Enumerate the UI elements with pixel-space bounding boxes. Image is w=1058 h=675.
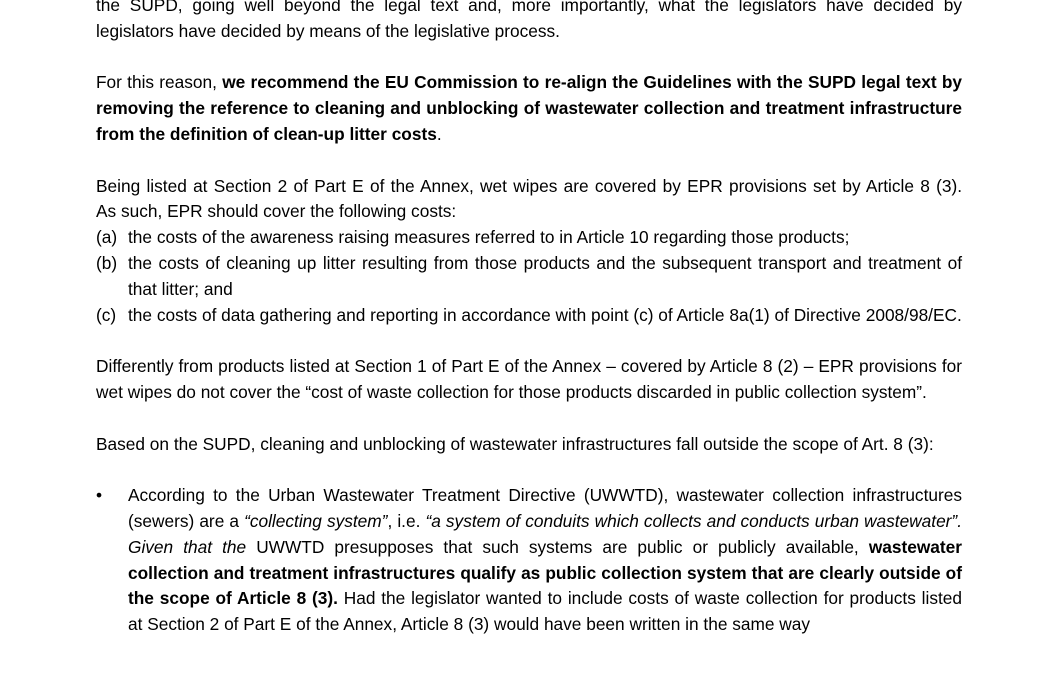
recommendation-end: . [436, 123, 442, 144]
epr-line-2: As such, EPR should cover the following costs: [96, 201, 457, 222]
list-item [96, 483, 962, 638]
paragraph-section-comparison: Differently from products listed at Section 1 of Part E of the Annex – covered by Article 8 (2) – EPR provisions for wet wipes do not cover the “cost of waste collection for those products discarded in public collection system”. [96, 356, 962, 402]
paragraph-epr-line2 [96, 199, 962, 225]
scope-bullet-list [96, 483, 962, 638]
bullet-text-2: , i.e. [387, 510, 426, 531]
list-item-text: the costs of cleaning up litter resulting from those products and the subsequent transport and treatment of that litter; and [128, 252, 962, 299]
cost-list [96, 225, 962, 328]
recommendation-lead: For this reason, [96, 72, 223, 93]
epr-line-1: Being listed at Section 2 of Part E of the Annex, wet wipes are covered by EPR provisions set by Article 8 (3). [96, 175, 962, 196]
paragraph-epr-line1 [96, 174, 962, 200]
list-item-text: the costs of data gathering and reporting in accordance with point (c) of Article 8a(1) of Directive 2008/98/EC. [128, 304, 962, 325]
document-body [96, 0, 962, 638]
paragraph-intro-fragment [96, 0, 962, 19]
intro-line-1: the SUPD, going well beyond the legal text and, more importantly, what the legislators have decided by [96, 0, 962, 15]
bullet-italic-2: “a system of conduits which collects and conducts urban wastewater”. Given that the [128, 510, 962, 557]
list-marker: (a) [96, 227, 118, 248]
paragraph-intro-end [96, 19, 962, 45]
recommendation-bold-text: we recommend the EU Commission to re-align the Guidelines with the SUPD legal text by removing the reference to cleaning and unblocking of wastewater collection and treatment infrastructure from the definition of clean-up litter costs [96, 72, 962, 144]
list-item [96, 303, 962, 329]
bullet-italic-1: “collecting system” [244, 510, 388, 531]
list-item [96, 225, 962, 251]
bullet-text-4: Had the legislator wanted to include costs of waste collection for products listed at Section 2 of Part E of the Annex, Article 8 (3) would have been written in the same way [128, 588, 962, 635]
paragraph-recommendation [96, 70, 962, 147]
bullet-text-3: UWWTD presupposes that such systems are public or publicly available, [256, 536, 869, 557]
bullet-bold-1: wastewater collection and treatment infrastructures qualify as public collection system that are clearly outside of the scope of Article 8 (3). [128, 536, 962, 609]
bullet-text-1: According to the Urban Wastewater Treatment Directive (UWWTD), wastewater collection infrastructures (sewers) are a [128, 485, 962, 531]
list-marker: (b) [96, 252, 118, 273]
intro-line-2: legislators have decided by means of the legislative process. [96, 20, 560, 41]
paragraph-scope: Based on the SUPD, cleaning and unblocking of wastewater infrastructures fall outside the scope of Art. 8 (3): [96, 433, 934, 454]
list-marker: (c) [96, 304, 117, 325]
list-item-text: the costs of the awareness raising measures referred to in Article 10 regarding those products; [128, 227, 850, 248]
list-item [96, 251, 962, 303]
bullet-icon: • [96, 485, 103, 506]
